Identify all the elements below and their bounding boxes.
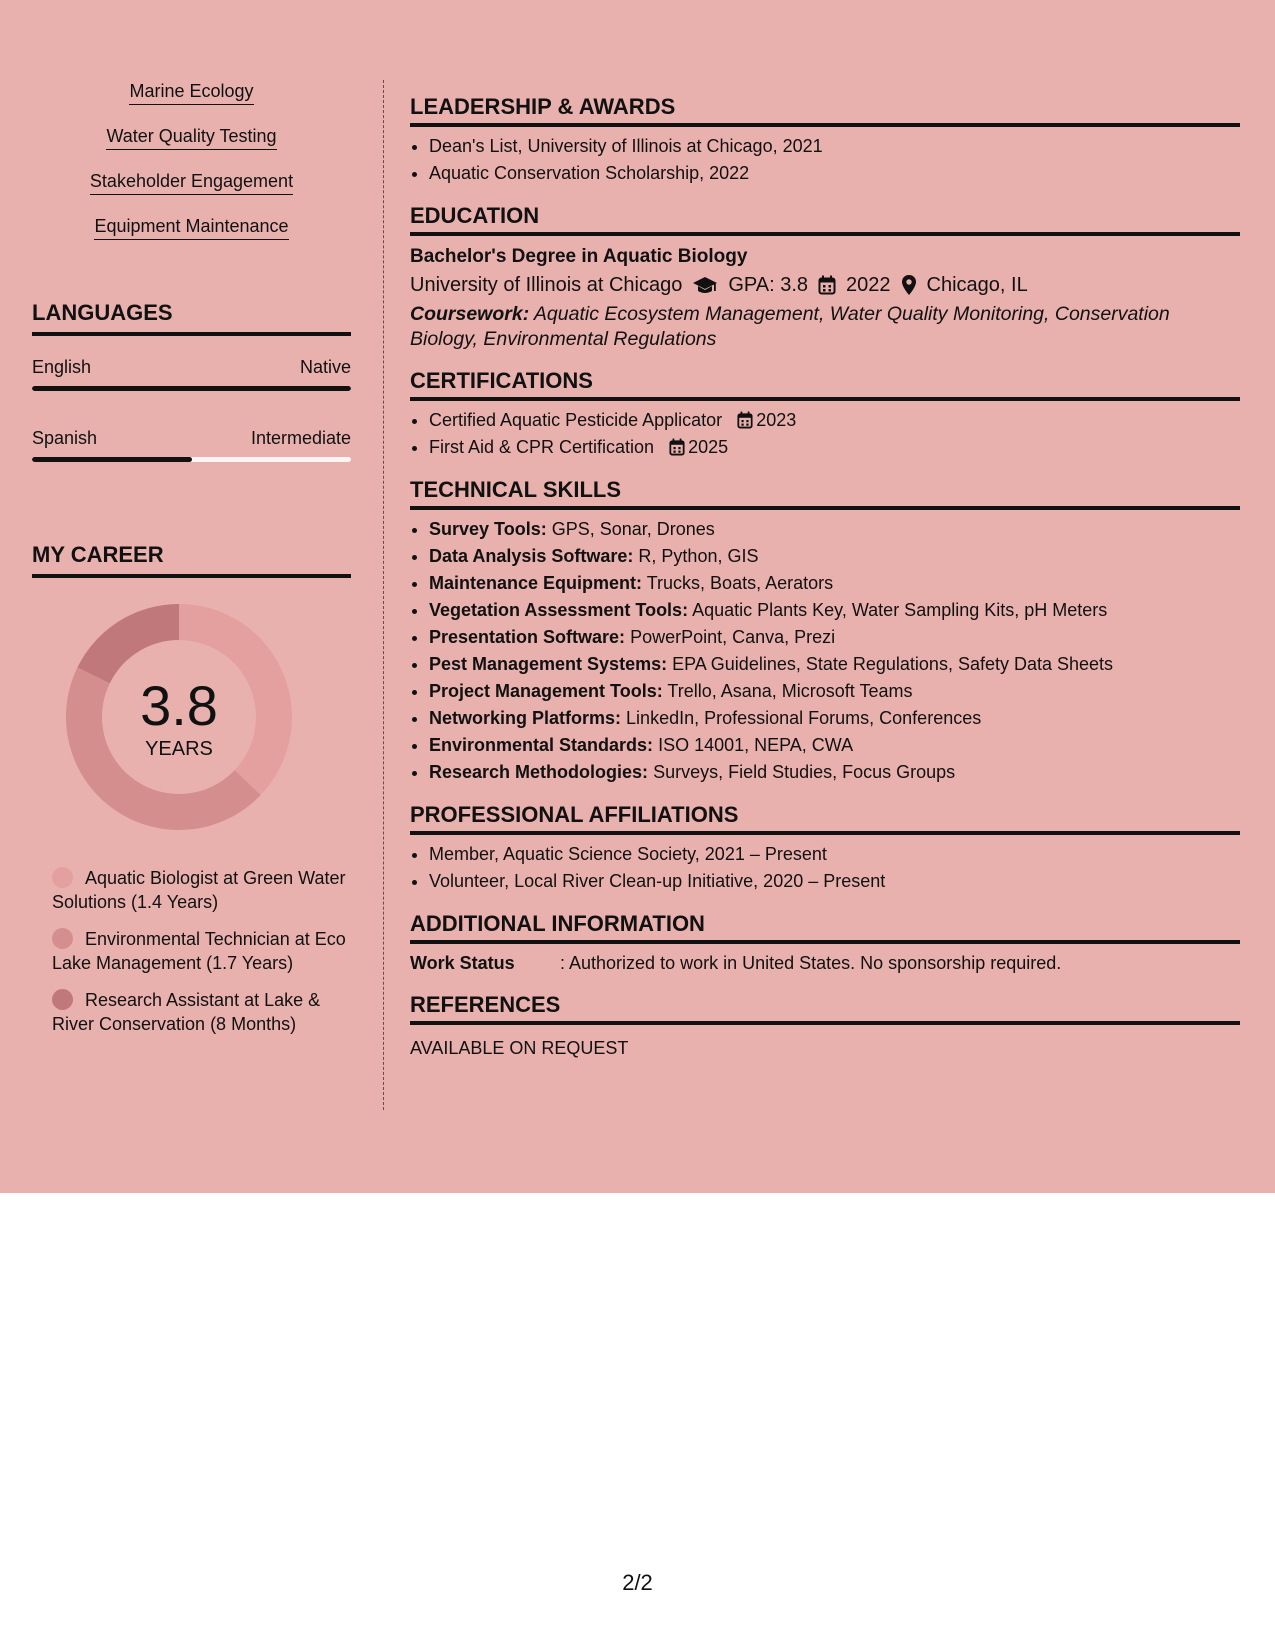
gpa: GPA: 3.8 xyxy=(728,274,809,296)
skill-row xyxy=(429,570,1240,597)
certification-name: First Aid & CPR Certification xyxy=(429,437,655,457)
legend-dot xyxy=(52,867,73,888)
language-level: Intermediate xyxy=(250,428,351,448)
calendar-icon xyxy=(737,411,753,429)
skills-list xyxy=(32,80,351,243)
education-details xyxy=(410,270,1240,300)
skill-category: Presentation Software: xyxy=(429,627,626,647)
skill-category: Project Management Tools: xyxy=(429,681,663,701)
left-column xyxy=(32,80,351,1034)
skill-label: Marine Ecology xyxy=(129,80,253,105)
education-section xyxy=(410,203,1240,352)
skill-label: Equipment Maintenance xyxy=(94,215,288,240)
skill-category: Vegetation Assessment Tools: xyxy=(429,600,689,620)
affiliations-heading: PROFESSIONAL AFFILIATIONS xyxy=(410,802,1240,835)
list-item: • Dean's List, University of Illinois at Chicago, 2021 xyxy=(429,133,1240,160)
school-location: Chicago, IL xyxy=(926,274,1028,296)
skill-values: ISO 14001, NEPA, CWA xyxy=(658,735,854,755)
references-text: AVAILABLE ON REQUEST xyxy=(410,1038,629,1058)
skill-row xyxy=(429,705,1240,732)
calendar-icon xyxy=(818,275,836,295)
legend-item xyxy=(52,866,351,914)
language-bar-fill xyxy=(32,457,192,462)
skill-row xyxy=(429,516,1240,543)
language-name: Spanish xyxy=(32,428,98,448)
technical-skills-section xyxy=(410,477,1240,786)
degree-title: Bachelor's Degree in Aquatic Biology xyxy=(410,246,748,267)
skill-category: Research Methodologies: xyxy=(429,762,649,782)
skill-values: GPS, Sonar, Drones xyxy=(551,519,715,539)
coursework-list: Aquatic Ecosystem Management, Water Quality Monitoring, Conservation Biology, Environmental Regulations xyxy=(410,303,1170,350)
language-name: English xyxy=(32,357,92,377)
donut-center xyxy=(66,604,292,830)
skill-values: Trello, Asana, Microsoft Teams xyxy=(667,681,913,701)
list-item: • Member, Aquatic Science Society, 2021 – Present xyxy=(429,841,1240,868)
skill-values: PowerPoint, Canva, Prezi xyxy=(630,627,836,647)
right-column xyxy=(410,94,1240,1077)
affiliations-section xyxy=(410,802,1240,895)
leadership-heading: LEADERSHIP & AWARDS xyxy=(410,94,1240,127)
legend-dot xyxy=(52,989,73,1010)
legend-dot xyxy=(52,928,73,949)
skill-category: Data Analysis Software: xyxy=(429,546,634,566)
coursework-label: Coursework: xyxy=(410,303,530,325)
language-row xyxy=(32,427,351,449)
skill-row xyxy=(429,543,1240,570)
language-bar xyxy=(32,457,351,462)
education-heading: EDUCATION xyxy=(410,203,1240,236)
skill-row xyxy=(429,678,1240,705)
skill-values: LinkedIn, Professional Forums, Conferences xyxy=(626,708,982,728)
technical-skills-heading: TECHNICAL SKILLS xyxy=(410,477,1240,510)
skill-item xyxy=(32,215,351,243)
certification-year: 2025 xyxy=(688,437,729,457)
skill-category: Pest Management Systems: xyxy=(429,654,668,674)
technical-skills-list xyxy=(410,516,1240,786)
references-section xyxy=(410,992,1240,1061)
column-divider xyxy=(383,80,384,1110)
leadership-list xyxy=(410,133,1240,187)
leadership-section xyxy=(410,94,1240,187)
list-item: • Volunteer, Local River Clean-up Initiative, 2020 – Present xyxy=(429,868,1240,895)
skill-item xyxy=(32,125,351,153)
school-name: University of Illinois at Chicago xyxy=(410,274,683,296)
career-heading: MY CAREER xyxy=(32,542,351,578)
list-item: • Aquatic Conservation Scholarship, 2022 xyxy=(429,160,1240,187)
certification-name: Certified Aquatic Pesticide Applicator xyxy=(429,410,723,430)
skill-values: R, Python, GIS xyxy=(638,546,759,566)
certifications-heading: CERTIFICATIONS xyxy=(410,368,1240,401)
graduation-year: 2022 xyxy=(846,274,891,296)
work-status-label: Work Status xyxy=(410,953,515,973)
skill-item xyxy=(32,170,351,198)
legend-label: Aquatic Biologist at Green Water Solutions (1.4 Years) xyxy=(52,868,346,912)
skill-label: Water Quality Testing xyxy=(106,125,276,150)
location-pin-icon xyxy=(901,274,917,296)
coursework xyxy=(410,302,1240,352)
career-legend xyxy=(32,866,351,1036)
skill-category: Environmental Standards: xyxy=(429,735,654,755)
skill-values: Aquatic Plants Key, Water Sampling Kits, pH Meters xyxy=(692,600,1108,620)
language-row xyxy=(32,356,351,378)
certification-item xyxy=(429,407,1240,434)
legend-item xyxy=(52,927,351,975)
calendar-icon xyxy=(669,438,685,456)
work-status-value: : Authorized to work in United States. No sponsorship required. xyxy=(560,953,1062,973)
career-years-unit: YEARS xyxy=(145,738,213,760)
skill-label: Stakeholder Engagement xyxy=(90,170,293,195)
skill-category: Networking Platforms: xyxy=(429,708,622,728)
graduation-cap-icon xyxy=(692,275,718,295)
certifications-section xyxy=(410,368,1240,461)
certifications-list xyxy=(410,407,1240,461)
skill-row xyxy=(429,624,1240,651)
language-bar-fill xyxy=(32,386,351,391)
additional-info-section xyxy=(410,911,1240,976)
skill-row xyxy=(429,732,1240,759)
skill-row xyxy=(429,651,1240,678)
legend-label: Research Assistant at Lake & River Conservation (8 Months) xyxy=(52,990,321,1034)
skill-category: Maintenance Equipment: xyxy=(429,573,643,593)
certification-item xyxy=(429,434,1240,461)
skill-values: Surveys, Field Studies, Focus Groups xyxy=(653,762,956,782)
affiliations-list xyxy=(410,841,1240,895)
language-level: Native xyxy=(299,357,351,377)
skill-row xyxy=(429,759,1240,786)
skill-item xyxy=(32,80,351,108)
career-total-years: 3.8 xyxy=(140,674,218,737)
page-number: 2/2 xyxy=(622,1570,653,1595)
additional-info-heading: ADDITIONAL INFORMATION xyxy=(410,911,1240,944)
skill-row xyxy=(429,597,1240,624)
career-donut-chart xyxy=(32,598,351,848)
legend-item xyxy=(52,988,351,1036)
languages-section xyxy=(32,300,351,462)
legend-label: Environmental Technician at Eco Lake Management (1.7 Years) xyxy=(52,929,346,973)
career-section xyxy=(32,542,351,1049)
skill-values: Trucks, Boats, Aerators xyxy=(646,573,834,593)
skill-values: EPA Guidelines, State Regulations, Safety Data Sheets xyxy=(672,654,1114,674)
references-heading: REFERENCES xyxy=(410,992,1240,1025)
language-bar xyxy=(32,386,351,391)
skill-category: Survey Tools: xyxy=(429,519,547,539)
languages-heading: LANGUAGES xyxy=(32,300,351,336)
certification-year: 2023 xyxy=(756,410,797,430)
work-status-row xyxy=(410,950,1240,976)
